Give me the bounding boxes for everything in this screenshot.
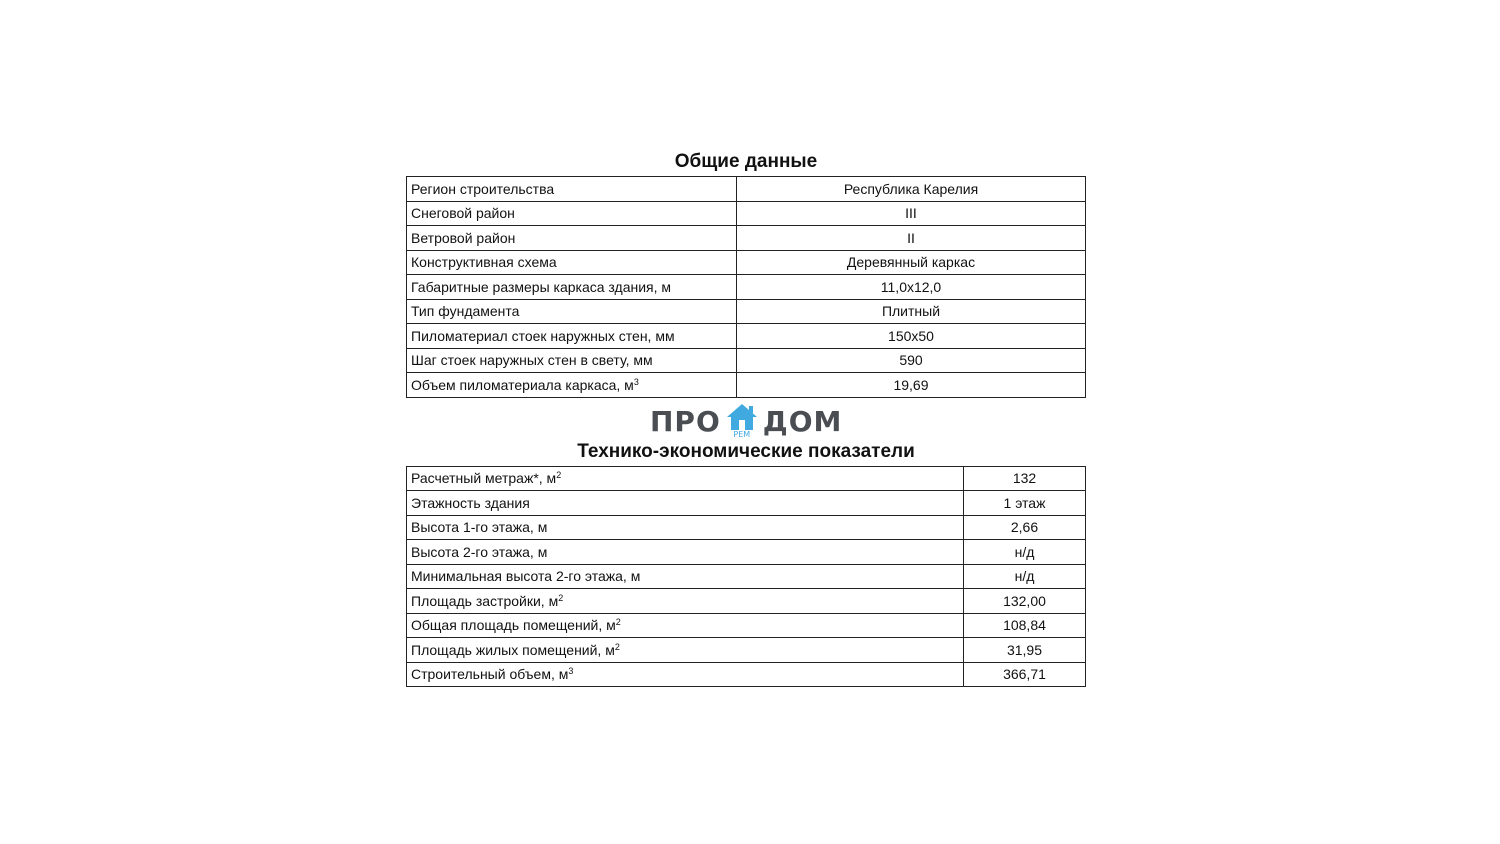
general-row-value: II	[737, 226, 1086, 251]
row-label-text: Расчетный метраж*, м	[411, 470, 557, 487]
row-label-text: Площадь жилых помещений, м	[411, 641, 615, 658]
row-label-text: Пиломатериал стоек наружных стен, мм	[411, 327, 675, 344]
row-label-text: Габаритные размеры каркаса здания, м	[411, 278, 672, 295]
tech-row-label	[407, 491, 964, 516]
general-row-label	[407, 250, 737, 275]
unit-exponent: 2	[615, 617, 621, 628]
general-row	[407, 373, 1086, 398]
document-page	[406, 150, 1086, 687]
tech-row-label	[407, 540, 964, 565]
logo-right-word: ДОМ	[762, 405, 843, 438]
row-label-text: Ветровой район	[411, 229, 516, 246]
row-label-text: Шаг стоек наружных стен в свету, мм	[411, 352, 653, 369]
general-row-label	[407, 275, 737, 300]
general-row-label	[407, 373, 737, 398]
row-label-text: Объем пиломатериала каркаса, м	[411, 376, 634, 393]
tech-row-label	[407, 589, 964, 614]
tech-row	[407, 491, 1086, 516]
tech-row	[407, 662, 1086, 687]
general-row	[407, 299, 1086, 324]
tech-row-value: 108,84	[964, 613, 1086, 638]
tech-row	[407, 466, 1086, 491]
general-row-value: 590	[737, 348, 1086, 373]
logo-sub-text: РЕМ	[733, 429, 751, 439]
general-row	[407, 226, 1086, 251]
tech-indicators-table	[406, 466, 1086, 688]
tech-row	[407, 589, 1086, 614]
tech-row-value: 366,71	[964, 662, 1086, 687]
general-row	[407, 324, 1086, 349]
row-label-text: Строительный объем, м	[411, 666, 569, 683]
unit-exponent: 2	[558, 592, 564, 603]
prodom-logo	[650, 402, 842, 442]
tech-row-label	[407, 662, 964, 687]
general-row-value: 19,69	[737, 373, 1086, 398]
tech-row-value: 1 этаж	[964, 491, 1086, 516]
general-row-label	[407, 324, 737, 349]
tech-row-value: 132	[964, 466, 1086, 491]
general-row	[407, 348, 1086, 373]
general-row-label	[407, 299, 737, 324]
general-row-label	[407, 226, 737, 251]
unit-exponent: 3	[633, 376, 639, 387]
general-row-value: 11,0x12,0	[737, 275, 1086, 300]
tech-row-value: н/д	[964, 540, 1086, 565]
row-label-text: Площадь застройки, м	[411, 592, 559, 609]
general-row-value: III	[737, 201, 1086, 226]
general-row-label	[407, 177, 737, 202]
row-label-text: Регион строительства	[411, 180, 555, 197]
general-row	[407, 275, 1086, 300]
logo-left-word: ПРО	[650, 405, 721, 438]
general-row	[407, 201, 1086, 226]
tech-row-label	[407, 564, 964, 589]
general-row	[407, 177, 1086, 202]
unit-exponent: 2	[556, 470, 562, 481]
logo-row	[406, 398, 1086, 440]
row-label-text: Высота 1-го этажа, м	[411, 519, 548, 536]
general-data-title: Общие данные	[674, 151, 818, 172]
tech-row	[407, 613, 1086, 638]
row-label-text: Минимальная высота 2-го этажа, м	[411, 568, 641, 585]
tech-row-value: 132,00	[964, 589, 1086, 614]
house-icon	[724, 402, 760, 442]
tech-row-label	[407, 515, 964, 540]
row-label-text: Конструктивная схема	[411, 254, 557, 271]
general-row	[407, 250, 1086, 275]
tech-row-label	[407, 466, 964, 491]
general-data-table	[406, 176, 1086, 398]
tech-row-value: 2,66	[964, 515, 1086, 540]
general-row-value: Деревянный каркас	[737, 250, 1086, 275]
unit-exponent: 3	[568, 666, 574, 677]
row-label-text: Снеговой район	[411, 205, 515, 222]
tech-indicators-title: Технико-экономические показатели	[577, 440, 915, 462]
general-row-value: 150x50	[737, 324, 1086, 349]
general-row-value: Республика Карелия	[737, 177, 1086, 202]
tech-row-label	[407, 613, 964, 638]
tech-row	[407, 540, 1086, 565]
general-row-label	[407, 348, 737, 373]
row-label-text: Тип фундамента	[411, 303, 520, 320]
tech-row-value: 31,95	[964, 638, 1086, 663]
row-label-text: Этажность здания	[411, 494, 530, 511]
unit-exponent: 2	[614, 641, 620, 652]
tech-row-value: н/д	[964, 564, 1086, 589]
general-row-value: Плитный	[737, 299, 1086, 324]
row-label-text: Высота 2-го этажа, м	[411, 543, 548, 560]
tech-row	[407, 638, 1086, 663]
row-label-text: Общая площадь помещений, м	[411, 617, 616, 634]
tech-row-label	[407, 638, 964, 663]
tech-row	[407, 564, 1086, 589]
tech-row	[407, 515, 1086, 540]
general-row-label	[407, 201, 737, 226]
